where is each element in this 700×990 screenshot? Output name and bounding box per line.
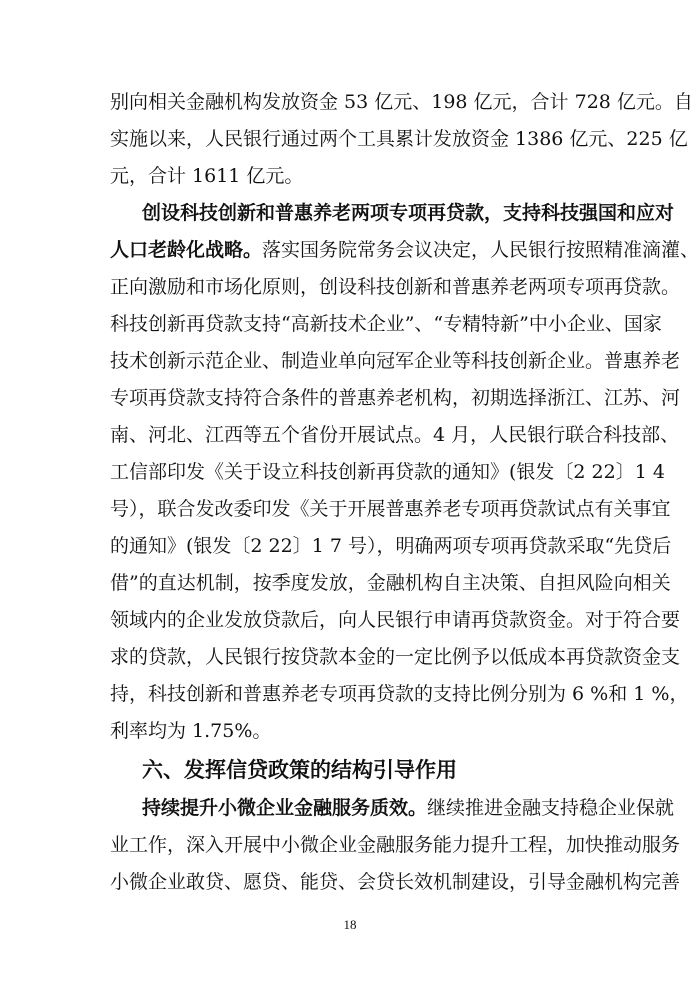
- body-text-line: 正向激励和市场化原则，创设科技创新和普惠养老两项专项再贷款。: [110, 276, 681, 298]
- body-text-line: 技术创新示范企业、制造业单向冠军企业等科技创新企业。普惠养老: [110, 350, 681, 372]
- bold-lead-text: 创设科技创新和普惠养老两项专项再贷款，支持科技强国和应对: [142, 202, 675, 224]
- body-text-line: 元，合计 1611 亿元。: [110, 165, 304, 187]
- paragraph-lead-line: [142, 200, 675, 226]
- body-text-line: 实施以来，人民银行通过两个工具累计发放资金 1386 亿元、225 亿: [110, 128, 688, 150]
- bold-lead-text: 持续提升小微企业金融服务质效。: [142, 797, 428, 819]
- body-text-line: 领域内的企业发放贷款后，向人民银行申请再贷款资金。对于符合要: [110, 609, 681, 631]
- body-text: 继续推进金融支持稳企业保就: [427, 797, 675, 819]
- body-text-line: 科技创新再贷款支持“高新技术企业”、“专精特新”中小企业、国家: [110, 313, 662, 335]
- section-heading: 六、发挥信贷政策的结构引导作用: [142, 758, 457, 782]
- body-text-line: 借”的直达机制，按季度发放，金融机构自主决策、自担风险向相关: [110, 572, 671, 594]
- bold-lead-text: 人口老龄化战略。: [110, 239, 263, 261]
- body-text-line: 别向相关金融机构发放资金 53 亿元、198 亿元，合计 728 亿元。自: [110, 91, 693, 113]
- body-text-line: 求的贷款，人民银行按贷款本金的一定比例予以低成本再贷款资金支: [110, 646, 681, 668]
- body-text-line: 南、河北、江西等五个省份开展试点。4 月，人民银行联合科技部、: [110, 424, 680, 446]
- body-text-line: 专项再贷款支持符合条件的普惠养老机构，初期选择浙江、江苏、河: [110, 387, 681, 409]
- body-text-line: 利率均为 1.75%。: [110, 720, 272, 742]
- body-text-line: 小微企业敢贷、愿贷、能贷、会贷长效机制建设，引导金融机构完善: [110, 871, 681, 893]
- body-text-line: 的通知》(银发〔2 22〕1 7 号），明确两项专项再贷款采取“先贷后: [110, 535, 672, 557]
- body-text-line: 持，科技创新和普惠养老专项再贷款的支持比例分别为 6 %和 1 %，: [110, 683, 689, 705]
- body-text-line: 工信部印发《关于设立科技创新再贷款的通知》(银发〔2 22〕1 4: [110, 461, 665, 483]
- body-text-line: 号），联合发改委印发《关于开展普惠养老专项再贷款试点有关事宜: [110, 498, 671, 520]
- body-text: 落实国务院常务会议决定，人民银行按照精准滴灌、: [262, 239, 700, 261]
- page-number: 18: [343, 917, 357, 932]
- paragraph-lead-line: [142, 795, 675, 821]
- body-text-line: 业工作，深入开展中小微企业金融服务能力提升工程，加快推动服务: [110, 834, 681, 856]
- paragraph-lead-line: [110, 237, 700, 263]
